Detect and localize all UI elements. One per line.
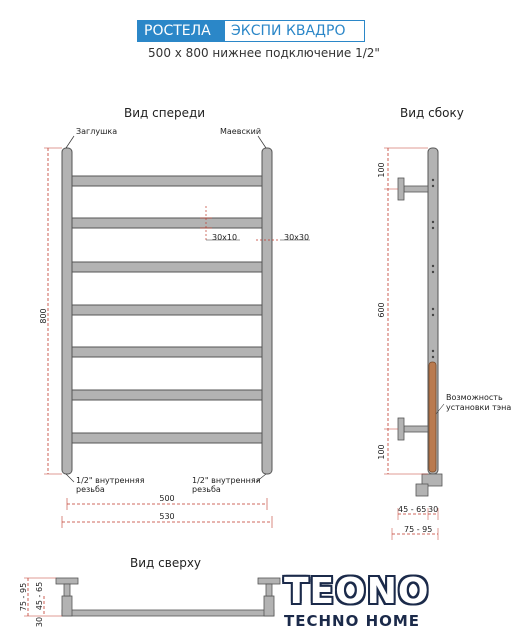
rail-dim: 30х10 xyxy=(212,233,238,242)
rail xyxy=(70,390,264,400)
front-view-title: Вид спереди xyxy=(124,106,206,120)
side-dim-bottom: 100 xyxy=(377,444,386,460)
subtitle: 500 х 800 нижнее подключение 1/2" xyxy=(148,46,380,60)
bottom-connector-nut xyxy=(416,484,428,496)
right-post xyxy=(262,148,272,474)
width-outer-dim: 530 xyxy=(159,512,175,521)
rail xyxy=(70,347,264,357)
side-view-title: Вид сбоку xyxy=(400,106,464,120)
valve-label: Маевский xyxy=(220,127,262,136)
lower-bracket-plate xyxy=(398,418,404,440)
rail xyxy=(70,218,264,228)
side-depth-c: 75 - 95 xyxy=(404,525,433,534)
top-right-bracket-arm xyxy=(266,584,272,596)
model-label: ЭКСПИ КВАДРО xyxy=(224,20,365,42)
logo-wordmark: TEONO xyxy=(284,571,430,612)
heater-label-line1: Возможность xyxy=(446,393,503,402)
side-dim-top: 100 xyxy=(377,162,386,178)
top-left-post xyxy=(62,596,72,616)
thread-right-line1: 1/2" внутренняя xyxy=(192,476,261,485)
logo-tagline: TECHNO HOME xyxy=(284,612,421,630)
top-rail xyxy=(62,610,274,616)
left-post xyxy=(62,148,72,474)
rail xyxy=(70,176,264,186)
thread-left-line2: резьба xyxy=(76,485,105,494)
rail xyxy=(70,433,264,443)
front-view xyxy=(39,127,310,528)
side-depth-a: 45 - 65 xyxy=(398,505,427,514)
side-view xyxy=(377,148,511,540)
top-left-bracket xyxy=(56,578,78,584)
side-dim-mid: 600 xyxy=(377,302,386,318)
rail xyxy=(70,262,264,272)
top-view xyxy=(19,578,280,627)
rail xyxy=(70,305,264,315)
heater-label-line2: установки тэна xyxy=(446,403,512,412)
height-dim: 800 xyxy=(39,308,48,324)
post-dim: 30х30 xyxy=(284,233,310,242)
upper-bracket-plate xyxy=(398,178,404,200)
width-inner-dim: 500 xyxy=(159,494,175,503)
top-view-title: Вид сверху xyxy=(130,556,202,570)
brand-label: РОСТЕЛА xyxy=(137,20,235,42)
upper-bracket-arm xyxy=(404,186,428,192)
top-dim-c: 45 - 65 xyxy=(35,581,44,611)
thread-right-line2: резьба xyxy=(192,485,221,494)
side-depth-b: 30 xyxy=(428,505,439,514)
rails xyxy=(70,176,264,443)
heater-element xyxy=(429,362,436,472)
top-right-bracket xyxy=(258,578,280,584)
top-left-bracket-arm xyxy=(64,584,70,596)
cap-label: Заглушка xyxy=(76,127,118,136)
lower-bracket-arm xyxy=(404,426,428,432)
top-right-post xyxy=(264,596,274,616)
top-dim-a: 75 - 95 xyxy=(19,582,28,612)
thread-left-line1: 1/2" внутренняя xyxy=(76,476,145,485)
top-dim-b: 30 xyxy=(35,616,44,628)
